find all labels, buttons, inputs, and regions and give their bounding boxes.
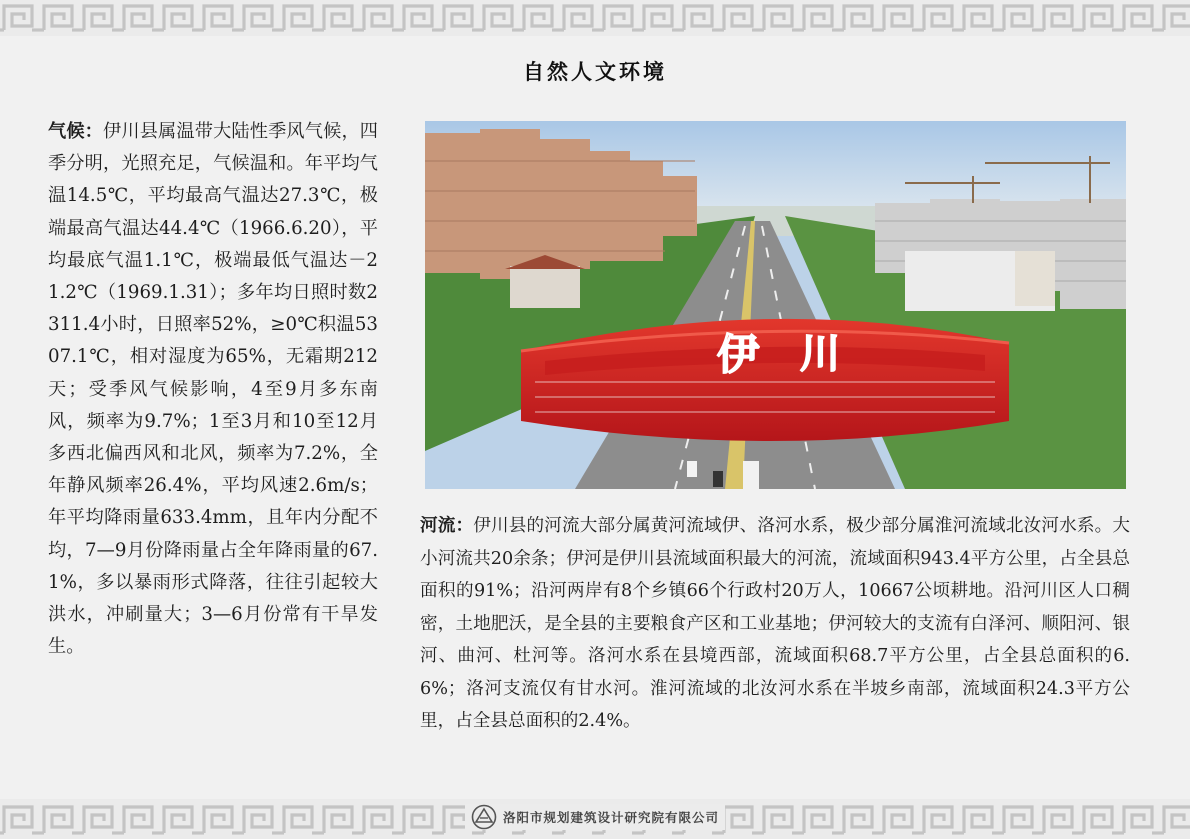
- river-body: 伊川县的河流大部分属黄河流域伊、洛河水系，极少部分属淮河流域北汝河水系。大小河流共20余条；伊河是伊川县流域面积最大的河流，流域面积943.4平方公里，占全县总面积的91%；沿河两岸有8个乡镇66个行政村20万人，10667公顷耕地。沿河川区人口稠密，土地肥沃，是全县的主要粮食产区和工业基地；伊河较大的支流有白泽河、顺阳河、银河、曲河、杜河等。洛河水系在县境西部，流域面积68.7平方公里，占全县总面积的6.6%；洛河支流仅有甘水河。淮河流域的北汝河水系在半坡乡南部，流域面积24.3平方公里，占全县总面积的2.4%。: [420, 516, 1130, 731]
- footer-brand: [465, 804, 725, 830]
- climate-body: 伊川县属温带大陆性季风气候，四季分明，光照充足，气候温和。年平均气温14.5℃，平均最高气温达27.3℃，极端最高气温达44.4℃（1966.6.20），平均最底气温1.1℃，极端最低气温达－21.2℃（1969.1.31）；多年均日照时数2311.4小时，日照率52%，≥0℃积温5307.1℃，相对湿度为65%，无霜期212天；受季风气候影响，4至9月多东南风，频率为9.7%；1至3月和10至12月多西北偏西风和北风，频率为7.2%，全年静风频率26.4%，平均风速2.6m/s；年平均降雨量633.4mm，且年内分配不均，7—9月份降雨量占全年降雨量的67.1%，多以暴雨形式降落，往往引起较大洪水，冲刷量大；3—6月份常有干旱发生。: [48, 121, 378, 658]
- sign-character-yi: 伊: [717, 330, 760, 379]
- river-heading: 河流：: [420, 515, 474, 536]
- climate-paragraph: [48, 116, 378, 663]
- top-decorative-border: [0, 0, 1190, 36]
- page-title: 自然人文环境: [523, 60, 667, 84]
- company-logo-icon: [471, 804, 497, 830]
- climate-heading: 气候：: [48, 121, 104, 142]
- river-paragraph: [420, 510, 1130, 738]
- city-gateway-photo: [425, 121, 1126, 489]
- footer: [0, 801, 1190, 833]
- sign-character-chuan: 川: [800, 331, 840, 377]
- footer-company-name: 洛阳市规划建筑设计研究院有限公司: [502, 810, 719, 825]
